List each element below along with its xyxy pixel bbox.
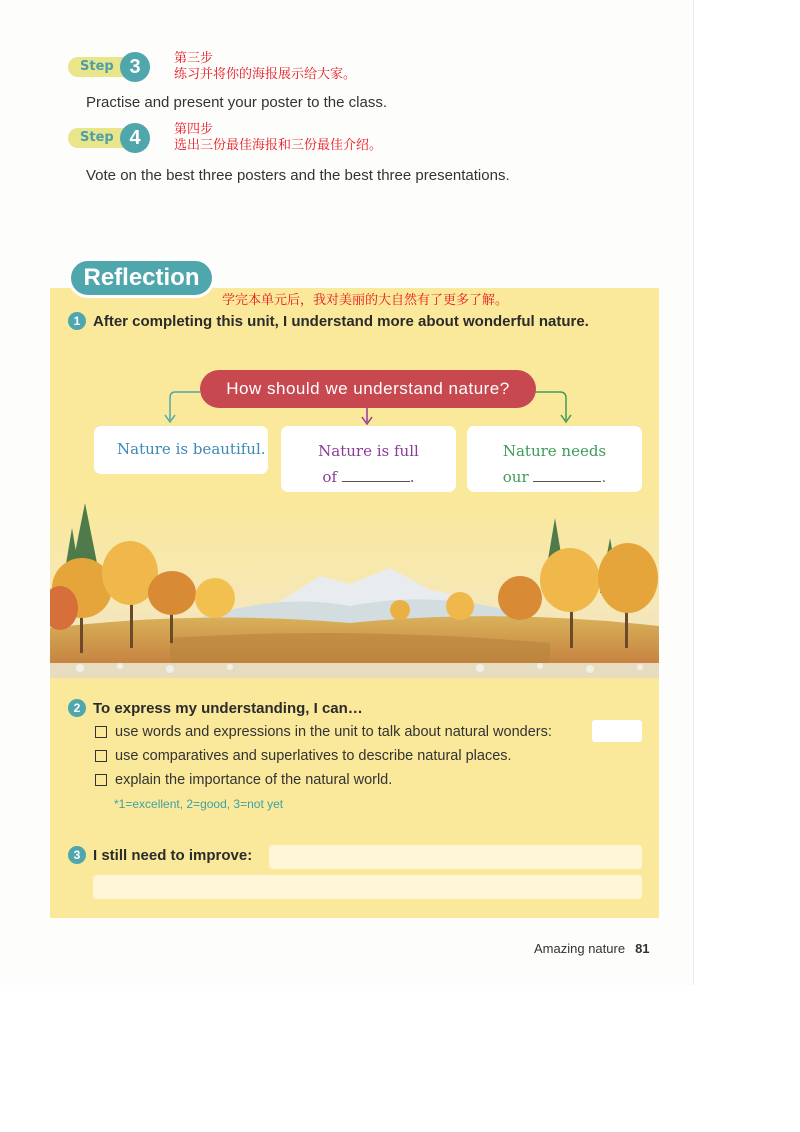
card-3-prefix: our [502,468,529,486]
checklist-item [95,744,552,768]
can-do-checklist [95,720,552,792]
checklist-item-text: use words and expressions in the unit to talk about natural wonders: [115,724,552,740]
question-2-text: To express my understanding, I can… [93,699,363,717]
step-4-cn-line2: 选出三份最佳海报和三份最佳介绍。 [174,138,383,153]
card-2-blank[interactable] [342,468,410,482]
checklist-item [95,768,552,792]
question-1-text: After completing this unit, I understand more about wonderful nature. [93,312,589,330]
question-3 [68,846,252,864]
question-1 [68,312,589,330]
question-3-number: 3 [68,846,86,864]
step-4-instruction: Vote on the best three posters and the best three presentations. [86,167,510,184]
step-4-header [68,122,382,154]
step-4-number: 4 [120,123,150,153]
step-3-cn-line1: 第三步 [174,51,214,66]
step-4-badge [68,123,150,153]
mindmap-card-full-of [281,426,456,492]
mindmap-card-beautiful [94,426,268,474]
step-3-number: 3 [120,52,150,82]
card-2-line1: Nature is full [318,442,419,460]
step-3-header [68,51,356,83]
checkbox[interactable] [95,750,107,762]
page-footer [534,941,650,956]
rating-scale-note: *1=excellent, 2=good, 3=not yet [114,797,284,811]
checkbox[interactable] [95,726,107,738]
step-3-cn-note [174,51,356,83]
reflection-cn-note: 学完本单元后，我对美丽的大自然有了更多了解。 [222,293,509,308]
step-3-cn-line2: 练习并将你的海报展示给大家。 [174,67,357,82]
question-3-text: I still need to improve: [93,846,253,864]
step-4-cn-note [174,122,382,154]
natural-wonders-rating-field[interactable] [592,720,642,742]
card-2-prefix: of [322,468,338,486]
page-edge [693,0,694,985]
page-number: 81 [635,941,650,956]
step-3-word: Step [80,59,114,74]
checkbox[interactable] [95,774,107,786]
question-1-number: 1 [68,312,86,330]
card-3-line2 [467,464,642,490]
step-4-word: Step [80,130,114,145]
improve-answer-field-1[interactable] [269,845,642,869]
autumn-landscape-illustration [50,498,659,678]
mindmap-center: How should we understand nature? [200,370,536,408]
step-3-badge [68,52,150,82]
step-3-instruction: Practise and present your poster to the class. [86,94,387,111]
question-2 [68,699,363,717]
card-3-line1: Nature needs [502,442,607,460]
card-2-line2 [281,464,456,490]
checklist-item-text: explain the importance of the natural world. [115,772,393,788]
footer-unit-label: Amazing nature [534,941,626,956]
reflection-title: Reflection [68,258,215,298]
question-2-number: 2 [68,699,86,717]
mindmap-card-needs [467,426,642,492]
card-3-blank[interactable] [533,468,601,482]
improve-answer-field-2[interactable] [93,875,642,899]
card-2-suffix: . [409,468,415,486]
card-1-text: Nature is beautiful. [117,440,266,458]
checklist-item [95,720,552,744]
card-3-suffix: . [601,468,607,486]
step-4-cn-line1: 第四步 [174,122,214,137]
checklist-item-text: use comparatives and superlatives to describe natural places. [115,748,512,764]
